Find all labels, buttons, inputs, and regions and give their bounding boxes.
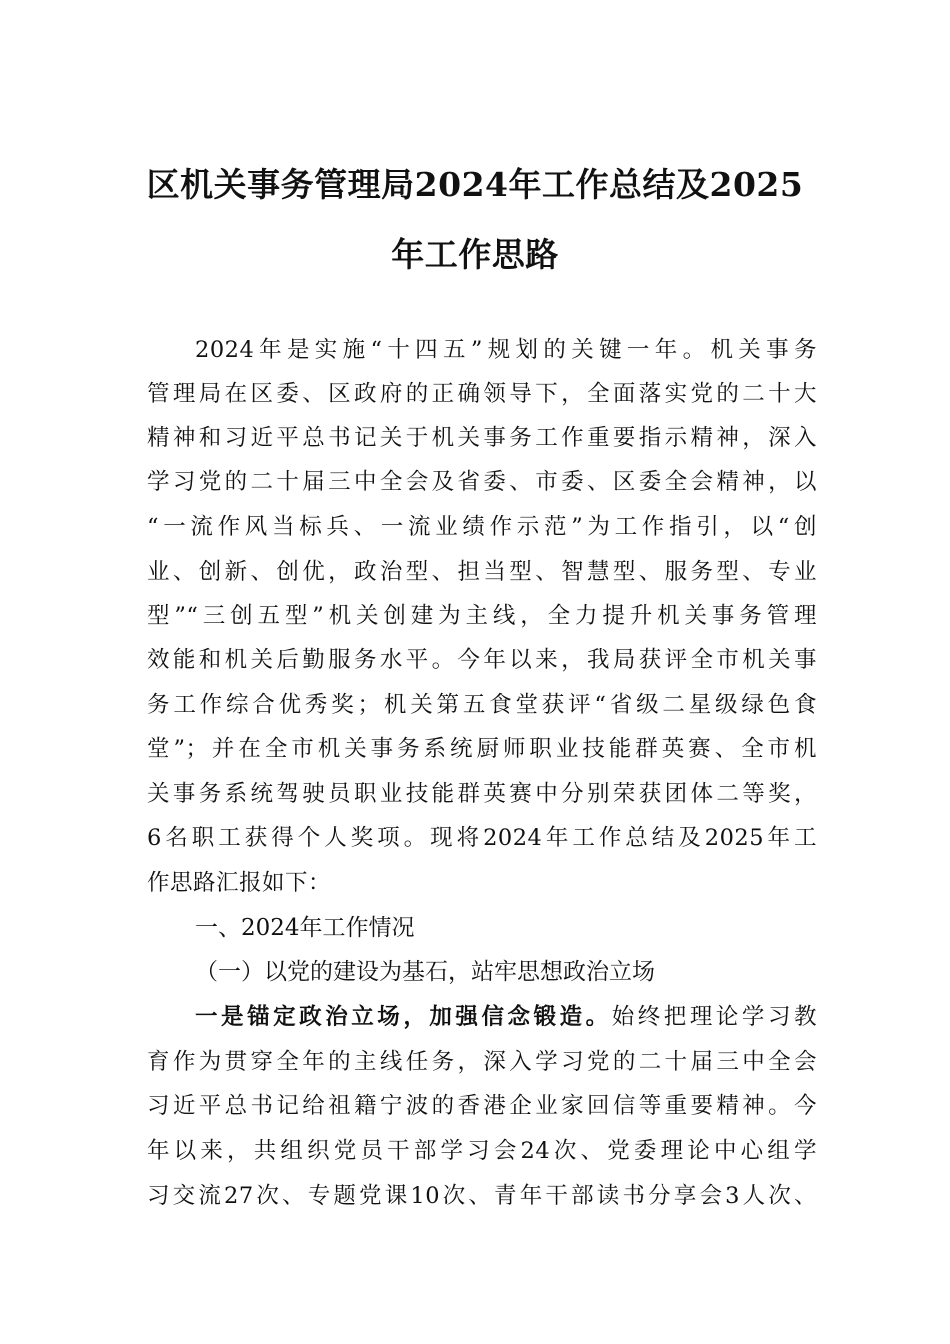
point-line: 育作为贯穿全年的主线任务，深入学习党的二十届三中全会 (147, 1049, 817, 1075)
intro-line: 作思路汇报如下： (147, 870, 332, 896)
intro-line: 2024年是实施“十四五”规划的关键一年。机关事务 (195, 337, 817, 363)
intro-line: 型”“三创五型”机关创建为主线，全力提升机关事务管理 (147, 603, 817, 629)
intro-line: 关事务系统驾驶员职业技能群英赛中分别荣获团体二等奖， (147, 781, 817, 807)
intro-line: 务工作综合优秀奖；机关第五食堂获评“省级二星级绿色食 (147, 692, 817, 718)
intro-line: 堂”；并在全市机关事务系统厨师职业技能群英赛、全市机 (147, 736, 817, 762)
intro-line: 精神和习近平总书记关于机关事务工作重要指示精神，深入 (147, 425, 817, 451)
intro-line: 6名职工获得个人奖项。现将2024年工作总结及2025年工 (147, 825, 817, 851)
intro-line: 管理局在区委、区政府的正确领导下，全面落实党的二十大 (147, 381, 817, 407)
point-line: 习交流27次、专题党课10次、青年干部读书分享会3人次、 (147, 1183, 817, 1209)
point-line: 年以来，共组织党员干部学习会24次、党委理论中心组学 (147, 1138, 817, 1164)
document-title-line-1: 区机关事务管理局2024年工作总结及2025 (146, 165, 804, 204)
section-heading: 一、2024年工作情况 (195, 915, 415, 941)
point-lead-rest: 始终把理论学习教 (611, 1004, 817, 1030)
point-line (195, 1002, 817, 1032)
intro-line: 效能和机关后勤服务水平。今年以来，我局获评全市机关事 (147, 647, 817, 673)
point-line: 习近平总书记给祖籍宁波的香港企业家回信等重要精神。今 (147, 1093, 817, 1119)
intro-line: 业、创新、创优，政治型、担当型、智慧型、服务型、专业 (147, 559, 817, 585)
point-bold-lead: 一是锚定政治立场，加强信念锻造。 (195, 1004, 612, 1030)
document-title-line-2: 年工作思路 (391, 235, 559, 274)
subsection-heading: （一）以党的建设为基石，站牢思想政治立场 (195, 959, 655, 985)
intro-line: 学习党的二十届三中全会及省委、市委、区委全会精神，以 (147, 469, 817, 495)
intro-line: “一流作风当标兵、一流业绩作示范”为工作指引，以“创 (147, 514, 817, 540)
